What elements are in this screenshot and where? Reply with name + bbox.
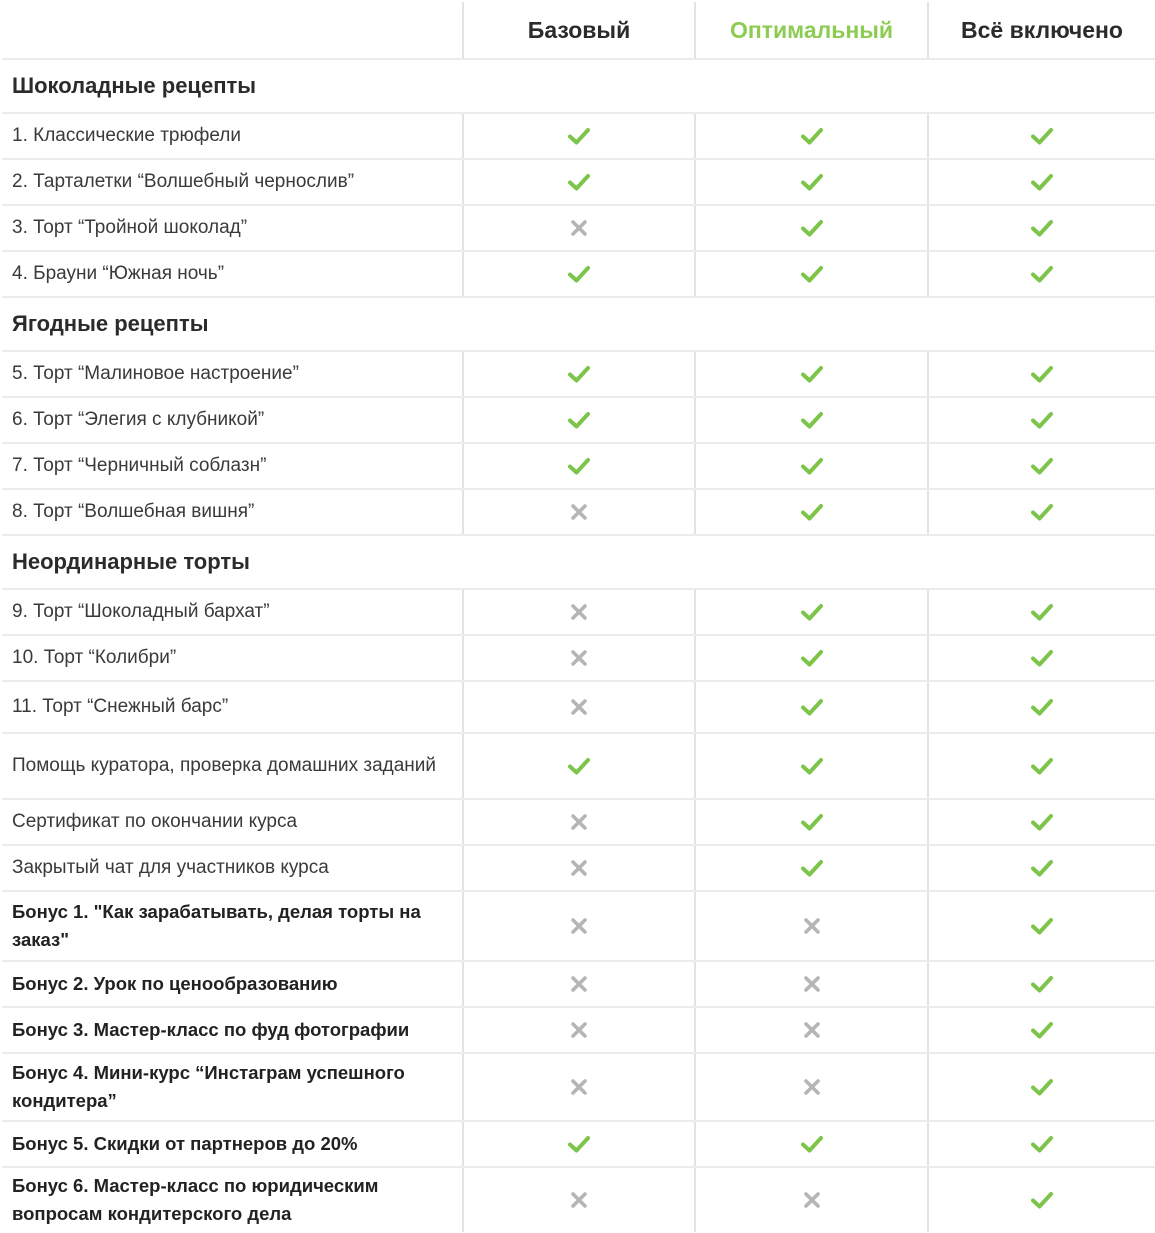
feature-label: Бонус 2. Урок по ценообразованию (2, 962, 464, 1006)
feature-label: Бонус 4. Мини-курс “Инстаграм успешного кондитера” (2, 1054, 464, 1120)
cell-basic (464, 160, 696, 204)
feature-label: 4. Брауни “Южная ночь” (2, 252, 464, 296)
check-icon (801, 411, 823, 429)
table-row (2, 960, 1155, 1006)
check-icon (801, 365, 823, 383)
cell-basic (464, 892, 696, 960)
table-row (2, 732, 1155, 798)
check-icon (801, 698, 823, 716)
cross-icon (804, 918, 820, 934)
section-row (2, 534, 1155, 588)
table-row (2, 1120, 1155, 1166)
feature-label: 9. Торт “Шоколадный бархат” (2, 590, 464, 634)
check-icon (801, 1135, 823, 1153)
cell-all (929, 734, 1155, 798)
check-icon (801, 757, 823, 775)
feature-label: 8. Торт “Волшебная вишня” (2, 490, 464, 534)
feature-label: Бонус 3. Мастер-класс по фуд фотографии (2, 1008, 464, 1052)
cell-all (929, 590, 1155, 634)
cross-icon (804, 1192, 820, 1208)
section-row (2, 58, 1155, 112)
cross-icon (804, 1022, 820, 1038)
check-icon (1031, 917, 1053, 935)
check-icon (1031, 698, 1053, 716)
table-row (2, 680, 1155, 732)
cell-all (929, 800, 1155, 844)
check-icon (1031, 1135, 1053, 1153)
cell-all (929, 206, 1155, 250)
section-title: Неординарные торты (12, 549, 250, 574)
cell-basic (464, 734, 696, 798)
table-row (2, 798, 1155, 844)
cell-basic (464, 114, 696, 158)
table-row (2, 1166, 1155, 1232)
table-row (2, 204, 1155, 250)
plan-basic-title: Базовый (527, 16, 631, 43)
cell-basic (464, 636, 696, 680)
cell-optimal (696, 962, 929, 1006)
check-icon (568, 127, 590, 145)
cell-basic (464, 590, 696, 634)
cell-all (929, 160, 1155, 204)
cell-basic (464, 1054, 696, 1120)
cell-basic (464, 352, 696, 396)
table-row (2, 1052, 1155, 1120)
cell-all (929, 892, 1155, 960)
table-row (2, 250, 1155, 296)
cell-basic (464, 1122, 696, 1166)
check-icon (568, 457, 590, 475)
check-icon (801, 127, 823, 145)
feature-label: Закрытый чат для участников курса (2, 846, 464, 890)
table-row (2, 350, 1155, 396)
feature-label: 2. Тарталетки “Волшебный чернослив” (2, 160, 464, 204)
check-icon (1031, 813, 1053, 831)
feature-label: 6. Торт “Элегия с клубникой” (2, 398, 464, 442)
check-icon (1031, 219, 1053, 237)
check-icon (801, 173, 823, 191)
check-icon (1031, 859, 1053, 877)
cross-icon (571, 976, 587, 992)
check-icon (1031, 603, 1053, 621)
check-icon (1031, 975, 1053, 993)
cell-basic (464, 846, 696, 890)
check-icon (1031, 457, 1053, 475)
table-row (2, 588, 1155, 634)
cross-icon (571, 918, 587, 934)
feature-label: 10. Торт “Колибри” (2, 636, 464, 680)
cross-icon (571, 1192, 587, 1208)
cross-icon (571, 504, 587, 520)
cell-optimal (696, 636, 929, 680)
feature-label: Бонус 6. Мастер-класс по юридическим вопросам кондитерского дела (2, 1168, 464, 1232)
cell-optimal (696, 160, 929, 204)
cell-optimal (696, 252, 929, 296)
cell-basic (464, 490, 696, 534)
check-icon (801, 859, 823, 877)
check-icon (1031, 1191, 1053, 1209)
cell-optimal (696, 352, 929, 396)
cell-all (929, 398, 1155, 442)
cell-optimal (696, 682, 929, 732)
cell-basic (464, 1168, 696, 1232)
header-empty-cell (2, 2, 464, 58)
table-row (2, 890, 1155, 960)
cell-basic (464, 444, 696, 488)
plan-all-title: Всё включено (961, 16, 1123, 43)
cell-all (929, 1054, 1155, 1120)
cell-basic (464, 682, 696, 732)
table-row (2, 396, 1155, 442)
table-row (2, 844, 1155, 890)
check-icon (568, 173, 590, 191)
cell-all (929, 1122, 1155, 1166)
cell-basic (464, 800, 696, 844)
plan-basic-header (464, 2, 696, 58)
check-icon (568, 1135, 590, 1153)
table-row (2, 1006, 1155, 1052)
table-body (2, 58, 1155, 1232)
feature-label: Бонус 5. Скидки от партнеров до 20% (2, 1122, 464, 1166)
cell-optimal (696, 1122, 929, 1166)
cross-icon (571, 1022, 587, 1038)
feature-label: 11. Торт “Снежный барс” (2, 682, 464, 732)
cell-all (929, 962, 1155, 1006)
check-icon (801, 603, 823, 621)
cell-all (929, 1168, 1155, 1232)
cross-icon (571, 220, 587, 236)
check-icon (801, 649, 823, 667)
feature-label: Помощь куратора, проверка домашних заданий (2, 734, 464, 798)
cell-all (929, 114, 1155, 158)
check-icon (801, 219, 823, 237)
check-icon (1031, 265, 1053, 283)
check-icon (1031, 411, 1053, 429)
cross-icon (571, 1079, 587, 1095)
check-icon (801, 813, 823, 831)
feature-label: 3. Торт “Тройной шоколад” (2, 206, 464, 250)
check-icon (1031, 173, 1053, 191)
cell-optimal (696, 800, 929, 844)
check-icon (1031, 503, 1053, 521)
cross-icon (571, 814, 587, 830)
table-row (2, 442, 1155, 488)
cell-basic (464, 252, 696, 296)
cell-optimal (696, 114, 929, 158)
feature-label: Бонус 1. "Как зарабатывать, делая торты на заказ" (2, 892, 464, 960)
cell-basic (464, 962, 696, 1006)
check-icon (568, 265, 590, 283)
cell-optimal (696, 1008, 929, 1052)
check-icon (1031, 365, 1053, 383)
cell-optimal (696, 398, 929, 442)
feature-label: 7. Торт “Черничный соблазн” (2, 444, 464, 488)
cell-optimal (696, 892, 929, 960)
cell-basic (464, 206, 696, 250)
cell-all (929, 490, 1155, 534)
table-row (2, 158, 1155, 204)
cross-icon (804, 1079, 820, 1095)
cross-icon (571, 860, 587, 876)
cell-all (929, 252, 1155, 296)
section-title: Шоколадные рецепты (12, 73, 257, 98)
cell-all (929, 352, 1155, 396)
cell-all (929, 846, 1155, 890)
cross-icon (571, 604, 587, 620)
cross-icon (571, 650, 587, 666)
cross-icon (571, 699, 587, 715)
check-icon (1031, 757, 1053, 775)
table-header (2, 2, 1155, 58)
cell-all (929, 636, 1155, 680)
cell-basic (464, 398, 696, 442)
cross-icon (804, 976, 820, 992)
check-icon (1031, 127, 1053, 145)
plan-all-header (929, 2, 1155, 58)
feature-label: 5. Торт “Малиновое настроение” (2, 352, 464, 396)
feature-label: 1. Классические трюфели (2, 114, 464, 158)
plan-optimal-header (696, 2, 929, 58)
cell-all (929, 682, 1155, 732)
cell-optimal (696, 590, 929, 634)
comparison-table (2, 2, 1155, 1232)
check-icon (1031, 649, 1053, 667)
cell-optimal (696, 1168, 929, 1232)
table-row (2, 488, 1155, 534)
check-icon (801, 265, 823, 283)
cell-basic (464, 1008, 696, 1052)
cell-optimal (696, 444, 929, 488)
cell-optimal (696, 1054, 929, 1120)
check-icon (801, 503, 823, 521)
cell-optimal (696, 490, 929, 534)
check-icon (801, 457, 823, 475)
cell-optimal (696, 206, 929, 250)
check-icon (568, 411, 590, 429)
cell-optimal (696, 734, 929, 798)
cell-all (929, 444, 1155, 488)
section-row (2, 296, 1155, 350)
check-icon (568, 757, 590, 775)
check-icon (1031, 1021, 1053, 1039)
table-row (2, 112, 1155, 158)
feature-label: Сертификат по окончании курса (2, 800, 464, 844)
check-icon (568, 365, 590, 383)
table-row (2, 634, 1155, 680)
cell-all (929, 1008, 1155, 1052)
section-title: Ягодные рецепты (12, 311, 209, 336)
cell-optimal (696, 846, 929, 890)
plan-optimal-title: Оптимальный (729, 16, 894, 43)
check-icon (1031, 1078, 1053, 1096)
